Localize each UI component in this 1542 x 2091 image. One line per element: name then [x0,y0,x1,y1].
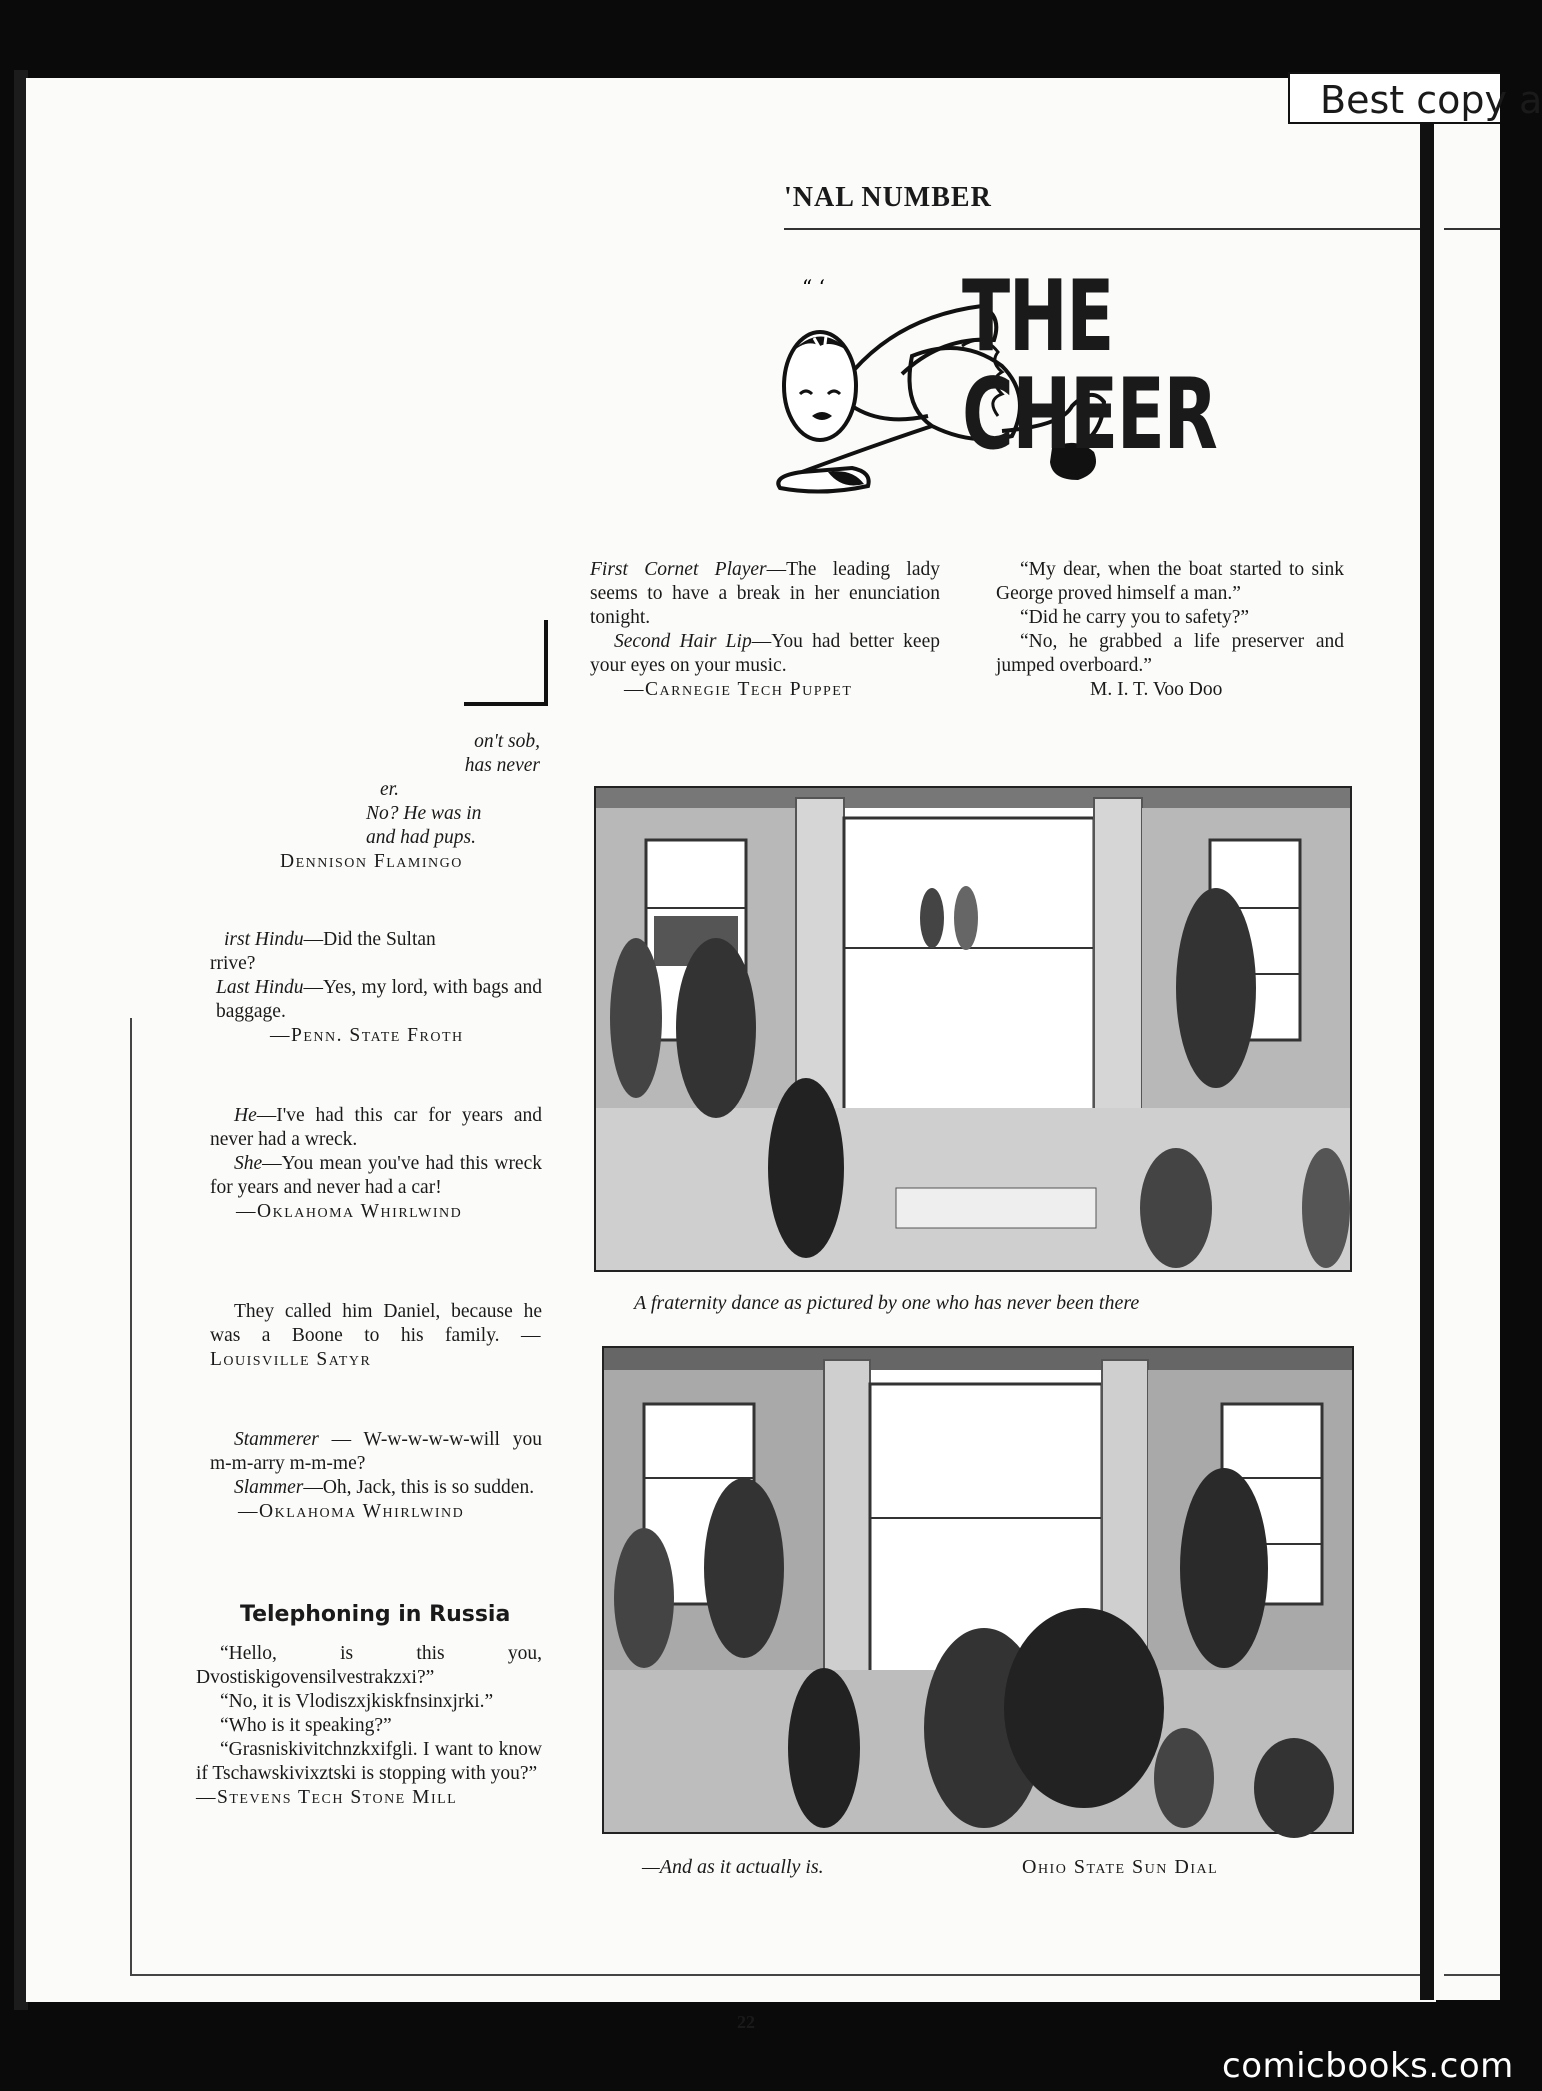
page-header: 'NAL NUMBER [784,182,992,213]
joke-source: —Stevens Tech Stone Mill [196,1787,458,1808]
cartoon-caption: —And as it actually is. [642,1856,824,1878]
joke-voodoo [996,558,1344,702]
corner-rule [544,620,548,704]
joke-line: — W-w-w-w-w-will you m-m-arry m-m-me? [210,1429,542,1474]
joke-line: on't sob, [474,731,540,752]
cheer-title: THE CHEER [962,260,1217,472]
joke-line: “My dear, when the boat started to sink George proved himself a man.” [996,559,1344,604]
joke-source: —Louisville Satyr [210,1325,543,1370]
joke-source: —Carnegie Tech Puppet [624,679,853,700]
cartoon-actual-dance [602,1346,1354,1834]
joke-source: Dennison Flamingo [280,851,463,872]
facing-page-edge [1436,110,1500,2000]
watermark: comicbooks.com [1222,2046,1514,2086]
joke-froth [210,928,542,1048]
joke-source: —Oklahoma Whirlwind [238,1501,465,1522]
cartoon-imagined-dance [594,786,1352,1272]
joke-flamingo [270,730,540,874]
header-rule [784,228,1420,230]
joke-source: —Oklahoma Whirlwind [236,1201,463,1222]
joke-line: They called him Daniel, because he was a Boone to his family. [210,1301,542,1346]
header-rule-facing [1444,228,1500,230]
joke-line: and had pups. [366,827,476,848]
joke-line: —Did the Sultan [303,929,436,950]
cartoon-caption: A fraternity dance as pictured by one who has never been there [634,1292,1140,1314]
joke-line: “No, it is Vlodiszxjkiskfnsinxjrki.” [220,1691,494,1712]
joke-line: “Did he carry you to safety?” [1020,607,1250,628]
joke-line: “No, he grabbed a life preserver and jumped overboard.” [996,631,1344,676]
quote-marks: “ ‘ [802,275,825,299]
joke-line: —Yes, my lord, with bags and baggage. [216,977,542,1022]
cartoon-drawing [604,1348,1352,1832]
speaker: Second Hair Lip [614,631,752,652]
bottom-rule-facing [1444,1974,1500,1976]
speaker: Last Hindu [216,977,304,998]
joke-russia [196,1642,542,1810]
cartoon-drawing [596,788,1350,1270]
speaker: irst Hindu [224,929,304,950]
corner-rule [464,702,548,706]
joke-satyr [210,1300,542,1372]
column-rule [130,1018,132,1976]
joke-line: er. [380,779,399,800]
joke-line: —Oh, Jack, this is so sudden. [303,1477,535,1498]
section-heading: Telephoning in Russia [240,1602,511,1627]
speaker: He [234,1105,257,1126]
joke-stammerer [210,1428,542,1524]
speaker: She [234,1153,263,1174]
cartoon-source: Ohio State Sun Dial [1022,1856,1219,1878]
joke-source: M. I. T. Voo Doo [1090,679,1223,700]
joke-line: —You mean you've had this wreck for years and never had a car! [210,1153,542,1198]
joke-carnegie [590,558,940,702]
joke-whirlwind-car [210,1104,542,1224]
joke-source: —Penn. State Froth [270,1025,464,1046]
page-gutter [1420,90,1434,2000]
joke-line: “Hello, is this you, Dvostiskigovensilvestrakzxi?” [196,1643,542,1688]
speaker: Stammerer [234,1429,319,1450]
speaker: First Cornet Player [590,559,767,580]
joke-line: No? He was in [366,803,482,824]
bottom-rule [130,1974,1420,1976]
speaker: Slammer [234,1477,304,1498]
joke-line: rrive? [210,953,256,974]
best-copy-banner: Best copy a [1288,72,1500,124]
joke-line: —The leading lady seems to have a break in her enunciation tonight. [590,559,940,628]
page-number: 22 [737,2012,755,2032]
joke-line: “Who is it speaking?” [220,1715,392,1736]
joke-line: —You had better keep your eyes on your music. [590,631,940,676]
joke-line: “Grasniskivitchnzkxifgli. I want to know if Tschawskivixztski is stopping with you?” [196,1739,542,1784]
joke-line: —I've had this car for years and never had a wreck. [210,1105,542,1150]
joke-line: has never [464,755,540,776]
